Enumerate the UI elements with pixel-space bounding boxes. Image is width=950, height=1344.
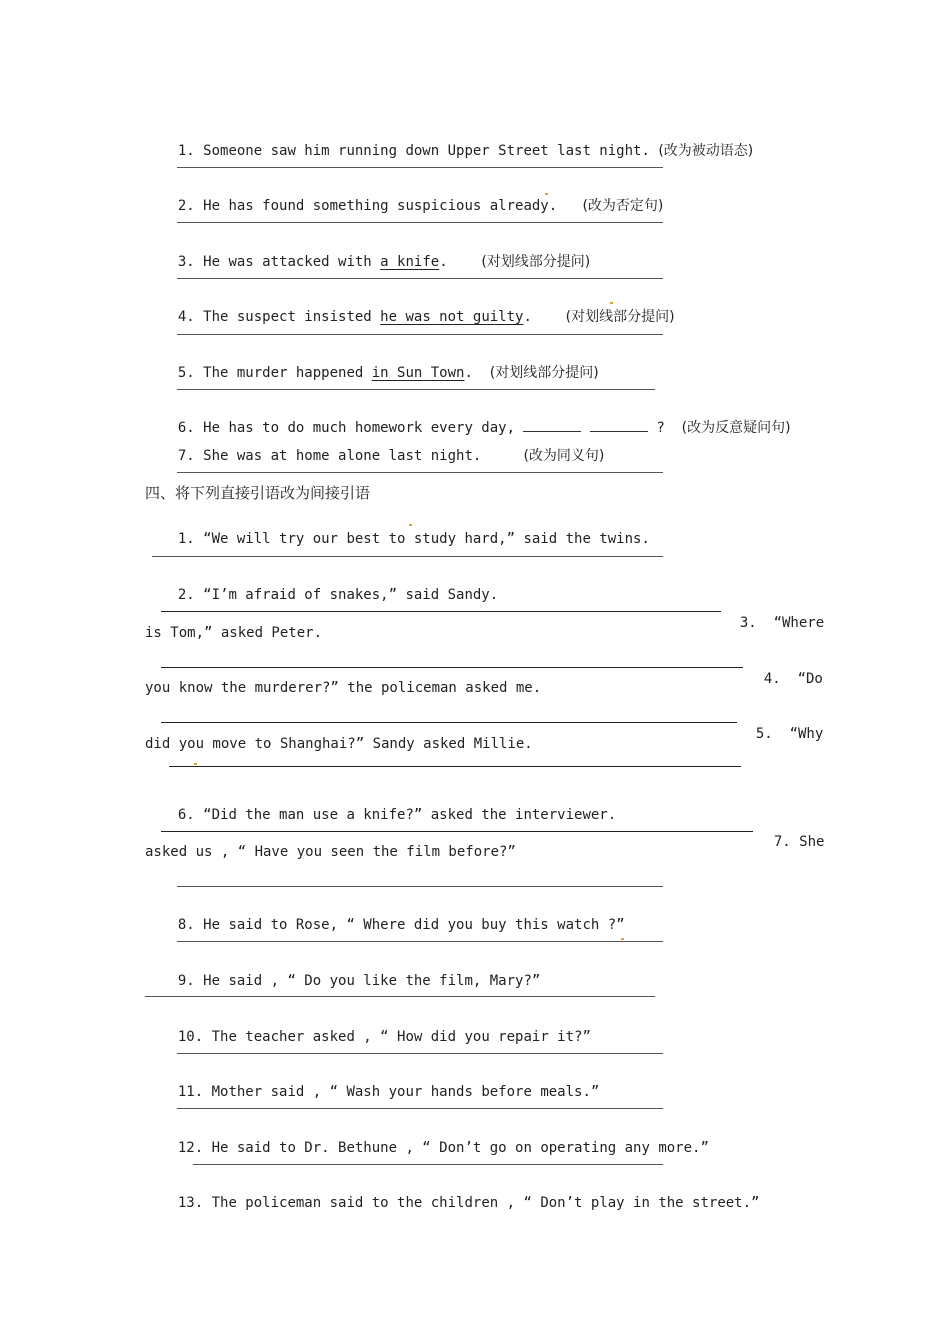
item-head [757, 815, 824, 851]
stray-mark [409, 524, 412, 526]
item-number: 4. [177, 309, 195, 325]
exercise-item [161, 1121, 709, 1157]
item-tail: is Tom,” asked Peter. [145, 625, 323, 641]
stray-mark [610, 302, 613, 304]
item-text: He was attacked with [203, 254, 381, 270]
item-head [739, 707, 823, 743]
exercise-item [161, 1176, 759, 1212]
answer-line[interactable] [169, 766, 741, 767]
underlined-phrase: in Sun Town [371, 365, 465, 381]
answer-line[interactable] [177, 1053, 663, 1054]
item-instruction: (对划线部分提问) [481, 254, 591, 270]
exercise-item [161, 346, 599, 382]
answer-line[interactable] [177, 167, 663, 168]
exercise-item [161, 568, 498, 604]
item-text: “Why [789, 726, 824, 742]
item-number: 5. [177, 365, 195, 381]
exercise-item [161, 512, 650, 548]
answer-line[interactable] [161, 611, 721, 612]
item-number: 2. [177, 587, 195, 603]
item-number: 3. [177, 254, 195, 270]
item-number: 13. [177, 1195, 204, 1211]
item-instruction: (对划线部分提问) [565, 309, 675, 325]
exercise-item [161, 290, 675, 326]
stray-mark [194, 763, 197, 765]
item-text: “We will try our best to study hard,” said the twins. [203, 531, 650, 547]
item-text: “I’m afraid of snakes,” said Sandy. [203, 587, 499, 603]
exercise-item [161, 954, 540, 990]
answer-line[interactable] [177, 278, 663, 279]
item-instruction: (改为反意疑问句) [681, 420, 791, 436]
answer-line[interactable] [152, 556, 663, 557]
exercise-item [161, 429, 604, 465]
section-heading: 四、将下列直接引语改为间接引语 [145, 484, 371, 502]
item-text: Mother said , “ Wash your hands before meals.” [211, 1084, 600, 1100]
item-tail: did you move to Shanghai?” Sandy asked Millie. [145, 736, 533, 752]
item-number: 11. [177, 1084, 204, 1100]
exercise-item [161, 1065, 599, 1101]
item-head [747, 652, 823, 688]
underlined-phrase: he was not guilty [380, 309, 524, 325]
exercise-item [161, 898, 625, 934]
item-text: “Where [773, 615, 825, 631]
item-text: “Do [797, 671, 823, 687]
item-text: Someone saw him running down Upper Street last night. [203, 143, 650, 159]
item-text: She [799, 834, 825, 850]
stray-mark [621, 938, 624, 940]
item-text: He has found something suspicious already. [203, 198, 558, 214]
item-text: He said to Dr. Bethune , “ Don’t go on operating any more.” [211, 1140, 709, 1156]
answer-line[interactable] [177, 389, 655, 390]
item-text: The teacher asked , “ How did you repair it?” [211, 1029, 591, 1045]
answer-line[interactable] [177, 1108, 663, 1109]
question-mark: ? [656, 420, 665, 436]
answer-line[interactable] [177, 886, 663, 887]
item-instruction: (改为否定句) [582, 198, 664, 214]
answer-line[interactable] [161, 831, 753, 832]
item-number: 5. [755, 726, 773, 742]
item-text: He said to Rose, “ Where did you buy this watch ?” [203, 917, 625, 933]
answer-line[interactable] [145, 996, 655, 997]
item-number: 1. [177, 531, 195, 547]
answer-line[interactable] [177, 222, 663, 223]
item-text: “Did the man use a knife?” asked the interviewer. [203, 807, 617, 823]
answer-line[interactable] [193, 1164, 663, 1165]
item-text-end: . [523, 309, 532, 325]
item-number: 1. [177, 143, 195, 159]
exercise-item [161, 179, 663, 215]
item-number: 8. [177, 917, 195, 933]
item-head [723, 596, 824, 632]
item-text-end: . [439, 254, 448, 270]
item-text-end: . [464, 365, 473, 381]
underlined-phrase: a knife [380, 254, 440, 270]
stray-mark [545, 193, 548, 195]
answer-line[interactable] [177, 472, 663, 473]
item-number: 9. [177, 973, 195, 989]
item-number: 12. [177, 1140, 204, 1156]
item-number: 3. [739, 615, 757, 631]
item-text: He has to do much homework every day, [203, 420, 516, 436]
exercise-item [161, 124, 753, 160]
item-number: 6. [177, 420, 195, 436]
exercise-item [161, 788, 616, 824]
answer-line[interactable] [177, 941, 663, 942]
item-instruction: (对划线部分提问) [489, 365, 599, 381]
item-number: 6. [177, 807, 195, 823]
item-instruction: (改为同义句) [523, 448, 605, 464]
item-instruction: (改为被动语态) [658, 143, 754, 159]
item-text: She was at home alone last night. [203, 448, 482, 464]
item-number: 4. [763, 671, 781, 687]
item-number: 7. [773, 834, 791, 850]
item-text: He said , “ Do you like the film, Mary?” [203, 973, 541, 989]
item-text: The policeman said to the children , “ Don’t play in the street.” [211, 1195, 760, 1211]
answer-line[interactable] [161, 722, 737, 723]
item-text: The suspect insisted [203, 309, 381, 325]
item-number: 7. [177, 448, 195, 464]
exercise-item [161, 235, 590, 271]
exercise-item [161, 1010, 591, 1046]
item-number: 2. [177, 198, 195, 214]
item-tail: asked us , “ Have you seen the film before?” [145, 844, 516, 860]
item-number: 10. [177, 1029, 204, 1045]
item-text: The murder happened [203, 365, 372, 381]
answer-line[interactable] [161, 667, 743, 668]
answer-line[interactable] [177, 334, 663, 335]
item-tail: you know the murderer?” the policeman asked me. [145, 680, 542, 696]
